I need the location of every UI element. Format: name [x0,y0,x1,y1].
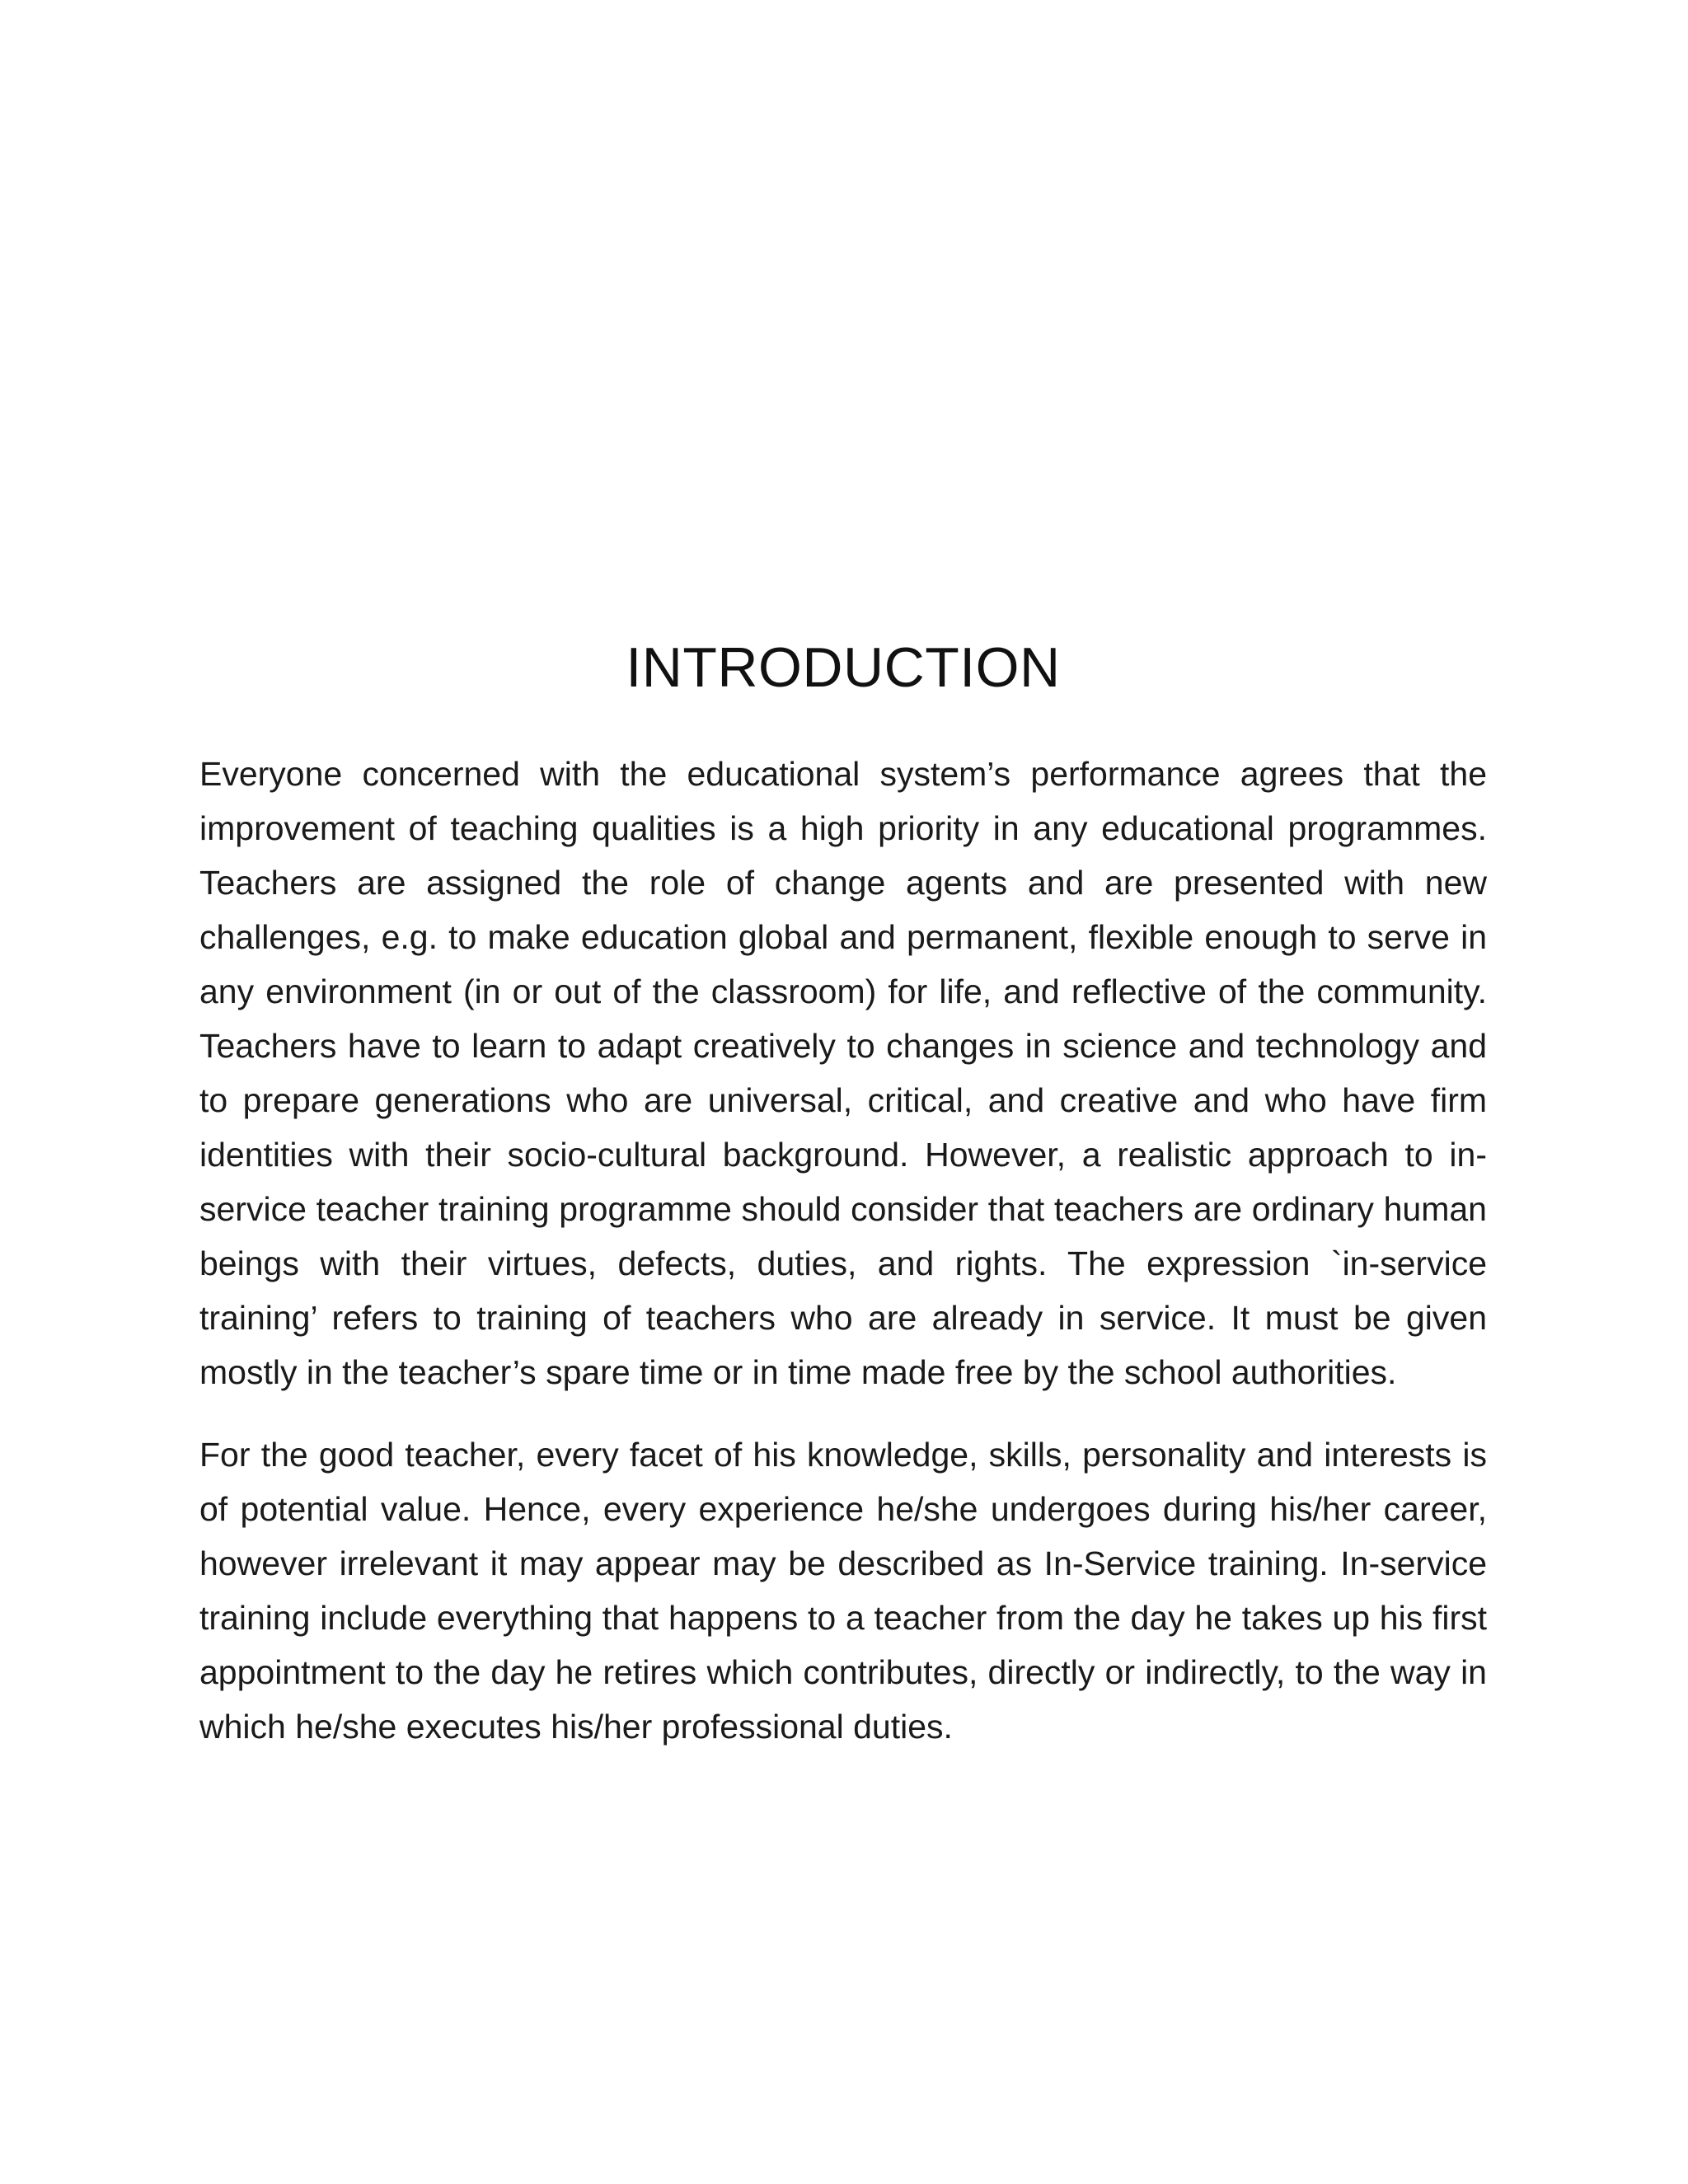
page-title: INTRODUCTION [626,636,1061,699]
paragraph-2: For the good teacher, every facet of his knowledge, skills, personality and interests is of potential value. Hence, every experience he/she undergoes during his/her career, however irrelevant it may appear may be described as In-Service training. In-service training include everything that happens to a teacher from the day he takes up his first appointment to the day he retires which contributes, directly or indirectly, to the way in which he/she executes his/her professional duties. [199,1436,1487,1746]
document-body [199,626,1487,1782]
paragraph-1: Everyone concerned with the educational system’s performance agrees that the improvement of teaching qualities is a high priority in any educational programmes. Teachers are assigned the role of change agents and are presented with new challenges, e.g. to make education global and permanent, flexible enough to serve in any environment (in or out of the classroom) for life, and reflective of the community. Teachers have to learn to adapt creatively to changes in science and technology and to prepare generations who are universal, critical, and creative and who have firm identities with their socio-cultural background. However, a realistic approach to in-service teacher training programme should consider that teachers are ordinary human beings with their virtues, defects, duties, and rights. The expression `in-service training’ refers to training of teachers who are already in service. It must be given mostly in the teacher’s spare time or in time made free by the school authorities. [199,755,1487,1391]
